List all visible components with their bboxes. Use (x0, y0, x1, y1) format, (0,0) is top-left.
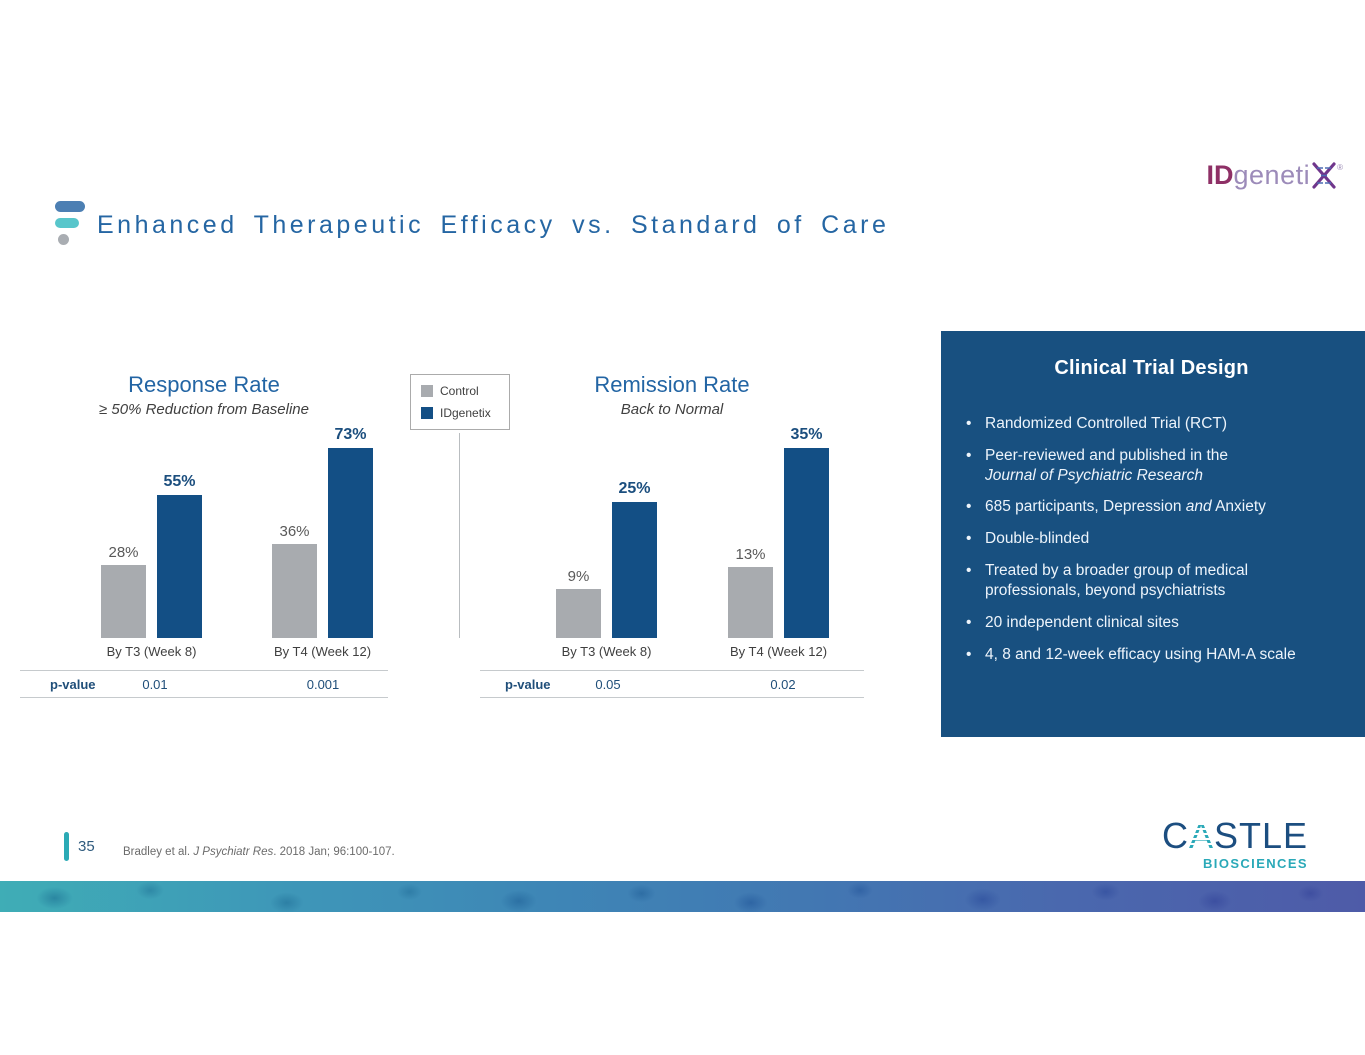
p-value: 0.05 (595, 677, 621, 692)
clinical-trial-design-panel (941, 331, 1365, 737)
dna-x-icon (1311, 162, 1337, 189)
p-value: 0.001 (306, 677, 340, 692)
cell-gradient-band (0, 881, 1365, 912)
chart-divider-line (459, 433, 460, 638)
idgenetix-logo-id: ID (1206, 160, 1234, 190)
p-value-row (480, 670, 864, 698)
category-label: By T4 (Week 12) (273, 644, 372, 659)
idgenetix-bar (612, 502, 657, 638)
panel-title: Clinical Trial Design (1054, 357, 1249, 379)
control-swatch (421, 385, 433, 397)
p-value: 0.02 (770, 677, 796, 692)
title-bullet-icon (55, 201, 85, 245)
title-icon-dot-gray (58, 234, 69, 245)
page-number: 35 (78, 838, 95, 855)
idgenetix-logo-genetix: geneti (1233, 160, 1311, 190)
citation-prefix: Bradley et al. (123, 846, 194, 858)
title-icon-bar-blue (55, 201, 85, 212)
bar-group (556, 480, 657, 662)
idgenetix-bar (784, 448, 829, 638)
citation (123, 846, 395, 858)
page-title: Enhanced Therapeutic Efficacy vs. Standard of Care (97, 210, 890, 239)
panel-bullet: • Treated by a broader group of medical professionals, beyond psychiatrists (966, 562, 1249, 599)
category-label: By T3 (Week 8) (561, 644, 652, 659)
page-marker (64, 832, 95, 861)
castle-letter-a: A (1188, 815, 1214, 856)
bar-value-label: 55% (163, 473, 196, 490)
bar-value-label: 73% (334, 426, 367, 443)
citation-suffix: . 2018 Jan; 96:100-107. (273, 846, 395, 858)
control-bar (272, 544, 317, 638)
chart-title: Response Rate (128, 372, 280, 397)
p-value-label: p-value (50, 677, 96, 692)
bar-value-label: 9% (567, 568, 590, 585)
control-bar (101, 565, 146, 638)
control-bar (556, 589, 601, 638)
bar-value-label: 35% (790, 426, 823, 443)
castle-biosciences-text: BIOSCIENCES (1203, 856, 1308, 871)
idgenetix-bar (157, 495, 202, 638)
title-icon-bar-teal (55, 218, 79, 228)
chart-subtitle: ≥ 50% Reduction from Baseline (98, 401, 309, 418)
response-rate-chart (20, 372, 388, 698)
castle-biosciences-logo (1161, 815, 1308, 871)
panel-bullet: • Randomized Controlled Trial (RCT) (966, 415, 1228, 432)
idgenetix-swatch (421, 407, 433, 419)
registered-mark: ® (1337, 163, 1343, 172)
bar-value-label: 28% (108, 544, 139, 561)
chart-title: Remission Rate (594, 372, 750, 397)
p-value-row (20, 670, 388, 698)
bar-group (272, 426, 373, 662)
idgenetix-bar (328, 448, 373, 638)
bar-group (728, 426, 829, 662)
category-label: By T4 (Week 12) (729, 644, 828, 659)
page-accent-bar (64, 832, 69, 861)
bar-group (101, 473, 202, 662)
panel-bullet-list (966, 414, 1337, 664)
legend-label: Control (440, 384, 479, 398)
panel-bullet: • 685 participants, Depression and Anxiety (966, 498, 1266, 516)
castle-wordmark (1161, 815, 1308, 856)
category-label: By T3 (Week 8) (106, 644, 197, 659)
castle-letter-c: C (1161, 815, 1189, 856)
panel-bullet: • 20 independent clinical sites (966, 613, 1179, 631)
panel-bullet: • Double-blinded (966, 530, 1090, 548)
chart-plot-area (480, 418, 864, 662)
control-bar (728, 567, 773, 638)
panel-bullet: • 4, 8 and 12-week efficacy using HAM-A scale (966, 645, 1296, 663)
panel-bullet: • Peer-reviewed and published in the Journal of Psychiatric Research (966, 446, 1228, 484)
chart-plot-area (20, 418, 388, 662)
citation-journal: J Psychiatr Res (193, 846, 274, 858)
chart-subtitle: Back to Normal (620, 401, 724, 418)
legend-label: IDgenetix (440, 406, 491, 420)
idgenetix-logo (1207, 162, 1343, 189)
bar-value-label: 36% (279, 523, 310, 540)
castle-letters-stle: STLE (1213, 815, 1308, 856)
bar-value-label: 13% (735, 546, 766, 563)
p-value-label: p-value (505, 677, 551, 692)
remission-rate-chart (480, 372, 864, 698)
bar-value-label: 25% (618, 480, 651, 497)
p-value: 0.01 (142, 677, 168, 692)
